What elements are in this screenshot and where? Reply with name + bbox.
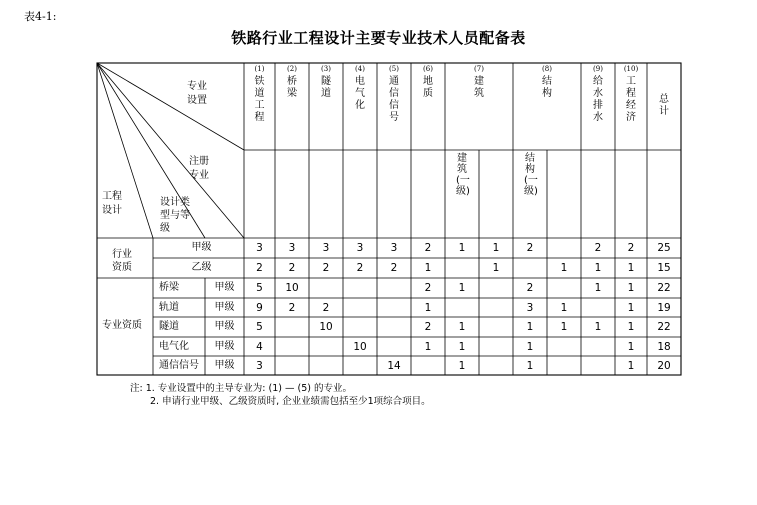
footnote-2: 2. 申请行业甲级、乙级资质时, 企业业绩需包括至少1项综合项目。 [150,396,431,407]
table-cell: 1 [458,242,466,254]
column-header-name: 给水排水 [593,76,603,123]
column-header-name: 建筑 [474,76,484,99]
table-cell: 22 [657,282,671,294]
table-cell: 5 [256,321,263,333]
table-cell: 1 [526,359,534,372]
table-cell: 3 [322,242,330,254]
table-cell: 3 [256,242,263,254]
table-cell: 1 [424,301,432,314]
row-grade: 甲级 [214,340,235,352]
table-cell: 25 [657,242,671,254]
column-number: (10) [623,65,639,73]
table-cell: 3 [526,301,534,314]
row-grade: 甲级 [214,359,235,371]
column-number: (3) [321,65,331,73]
row-grade: 甲级 [214,321,235,332]
table-cell: 1 [627,321,635,333]
row-label: 乙级 [191,262,212,273]
subheader-structure-grade1: 结构(一级) [524,153,538,197]
table-cell: 1 [560,262,568,274]
table-cell: 2 [627,242,635,254]
column-header-name: 工程经济 [626,76,636,123]
table-cell: 1 [424,340,432,353]
table-cell: 2 [322,262,330,274]
table-cell: 1 [594,321,602,333]
table-cell: 2 [424,282,432,294]
table-cell: 2 [526,242,534,254]
table-cell: 19 [657,301,671,314]
column-number: (2) [287,65,297,73]
column-header-name: 通信信号 [389,76,399,123]
column-header-total: 总计 [659,94,669,117]
column-header-name: 地质 [423,76,433,99]
table-cell: 2 [288,262,296,274]
table-cell: 4 [256,340,263,353]
table-reference-label: 表4-1: [24,10,57,23]
subheader-architecture-grade1: 建筑(一级) [456,153,470,197]
table-cell: 10 [319,321,333,333]
column-number: (7) [474,65,484,73]
table-cell: 15 [657,262,671,274]
row-label: 桥梁 [159,282,179,293]
corner-registered-major: 注册专业 [189,156,209,181]
table-cell: 1 [627,340,635,353]
table-cell: 3 [390,242,398,254]
group-industry-qualification: 行业资质 [112,249,132,273]
table-cell: 1 [560,301,568,314]
row-label: 甲级 [191,242,212,253]
table-cell: 3 [356,242,364,254]
row-label: 隧道 [159,321,179,332]
table-cell: 10 [353,340,367,353]
table-cell: 1 [594,282,602,294]
column-number: (6) [423,65,433,73]
table-cell: 1 [458,282,466,294]
row-label: 电气化 [159,340,189,352]
table-cell: 22 [657,321,671,333]
row-grade: 甲级 [214,301,235,313]
table-cell: 1 [492,262,500,274]
table-cell: 1 [458,321,466,333]
column-header-name: 桥梁 [287,76,297,99]
row-label: 轨道 [159,301,179,313]
table-cell: 1 [627,262,635,274]
table-cell: 10 [285,282,299,294]
table-cell: 1 [424,262,432,274]
table-cell: 2 [424,242,432,254]
footnote-1: 注: 1. 专业设置中的主导专业为: (1) — (5) 的专业。 [130,383,352,394]
column-header-name: 结构 [542,76,552,99]
table-cell: 1 [526,340,534,353]
corner-engineering-design: 工程设计 [102,191,122,216]
table-cell: 18 [657,340,671,353]
table-cell: 2 [256,262,263,274]
group-specialty-qualification: 专业资质 [102,320,142,331]
table-cell: 3 [256,359,263,372]
table-cell: 20 [657,359,671,372]
column-number: (1) [254,65,265,73]
column-header-name: 电气化 [355,76,365,111]
table-cell: 2 [322,301,330,314]
column-number: (4) [355,65,365,73]
table-cell: 2 [356,262,364,274]
column-header-name: 铁道工程 [254,76,265,123]
table-cell: 1 [492,242,500,254]
row-grade: 甲级 [214,282,235,293]
table-cell: 2 [526,282,534,294]
table-cell: 1 [458,340,466,353]
row-label: 通信信号 [159,359,199,371]
table-cell: 1 [627,301,635,314]
table-cell: 9 [256,301,263,314]
corner-design-type: 设计类型与等级 [160,197,190,234]
column-header-name: 隧道 [321,76,331,99]
column-number: (9) [593,65,603,73]
table-cell: 2 [594,242,602,254]
table-cell: 1 [560,321,568,333]
table-cell: 2 [424,321,432,333]
table-cell: 1 [594,262,602,274]
table-cell: 1 [458,359,466,372]
table-cell: 3 [288,242,296,254]
column-number: (8) [542,65,552,73]
table-cell: 2 [390,262,398,274]
table-cell: 1 [627,282,635,294]
table-cell: 1 [526,321,534,333]
table-cell: 1 [627,359,635,372]
table-title: 铁路行业工程设计主要专业技术人员配备表 [231,29,526,47]
table-cell: 14 [387,359,401,372]
corner-major-setting: 专业设置 [187,81,207,106]
table-cell: 5 [256,282,263,294]
column-number: (5) [389,65,399,73]
table-cell: 2 [288,301,296,314]
